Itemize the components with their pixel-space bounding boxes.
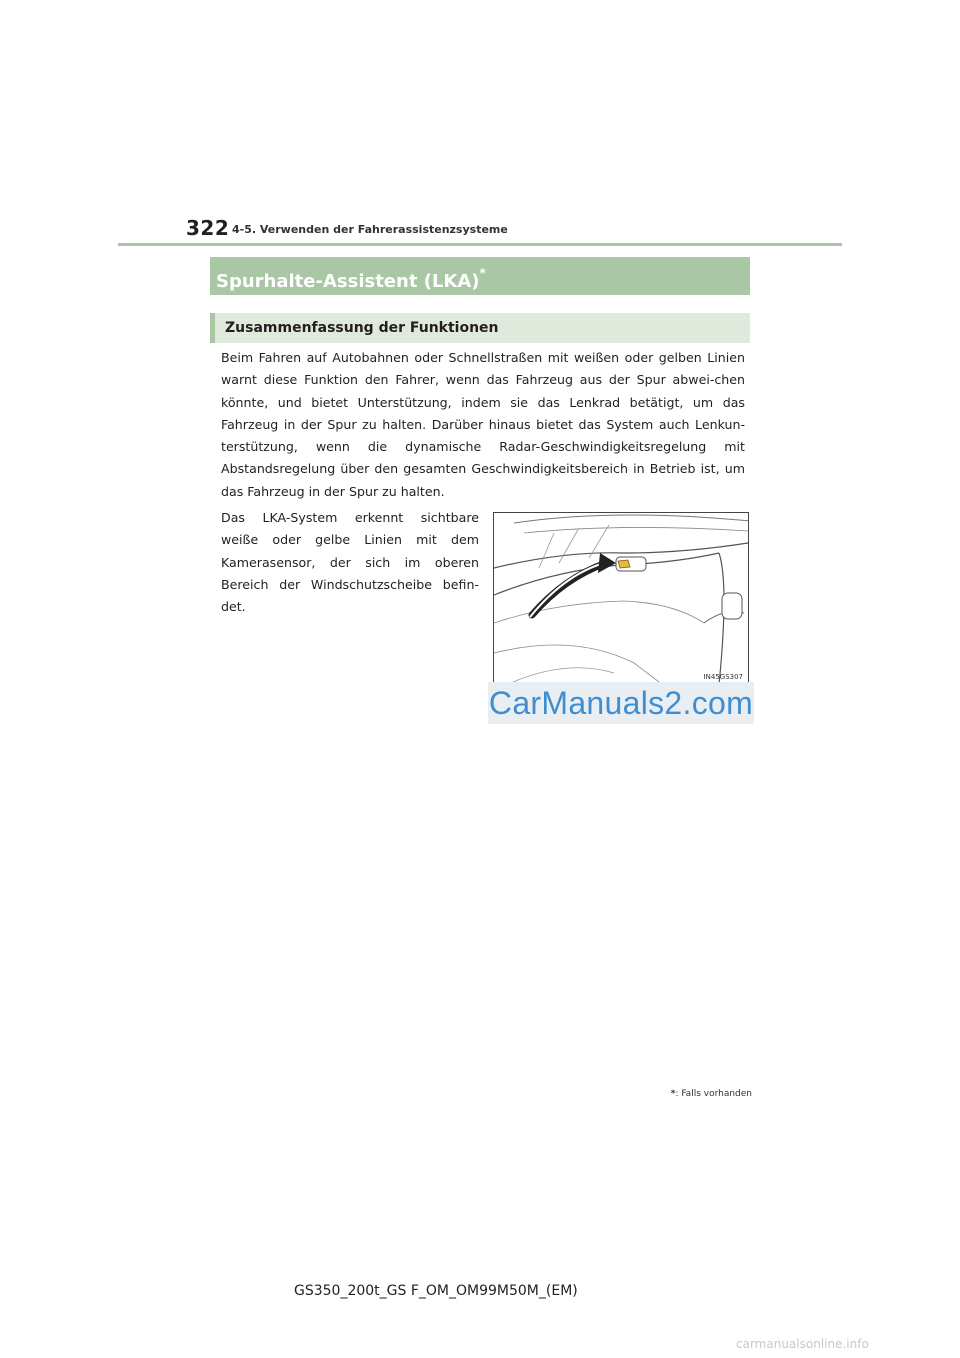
footnote [660, 1089, 752, 1099]
footnote-text: : Falls vorhanden [675, 1089, 752, 1099]
section-title: Spurhalte-Assistent (LKA) [216, 271, 480, 292]
footnote-marker: * [670, 1089, 676, 1099]
windshield-camera-illustration [493, 512, 749, 685]
manual-code: GS350_200t_GS F_OM_OM99M50M_(EM) [294, 1283, 578, 1299]
subsection-accent-bar [210, 313, 215, 343]
body-paragraph-2: Das LKA-System erkennt sichtbare weiße oder gelbe Linien mit dem Kamerasensor, der sich im oberen Bereich der Windschutzscheibe befin-det. [221, 510, 479, 615]
illustration-code: IN45GS307 [703, 673, 743, 681]
body-paragraph-1: Beim Fahren auf Autobahnen oder Schnellstraßen mit weißen oder gelben Linien warnt diese Funktion den Fahrer, wenn das Fahrzeug aus der Spur abwei-chen könnte, und bietet Unterstützung, indem sie das Lenkrad betätigt, um das Fahrzeug in der Spur zu halten. Darüber hinaus bietet das System auch Lenkun-terstützung, wenn die dynamische Radar-Geschwindigkeitsregelung mit Abstandsregelung über den gesamten Geschwindigkeitsbereich in Betrieb ist, um das Fahrzeug in der Spur zu halten. [221, 350, 745, 499]
car-windshield-drawing [494, 513, 749, 685]
carmanuals-watermark: CarManuals2.com [488, 682, 754, 724]
optional-equipment-marker: * [479, 266, 486, 280]
section-title-bar [210, 257, 750, 295]
subsection-header [210, 313, 750, 343]
header-divider [118, 243, 842, 246]
subsection-title: Zusammenfassung der Funktionen [225, 320, 499, 336]
chapter-title: 4-5. Verwenden der Fahrerassistenzsysteme [232, 223, 508, 236]
site-watermark: carmanualsonline.info [736, 1337, 869, 1351]
page-number: 322 [186, 216, 230, 240]
